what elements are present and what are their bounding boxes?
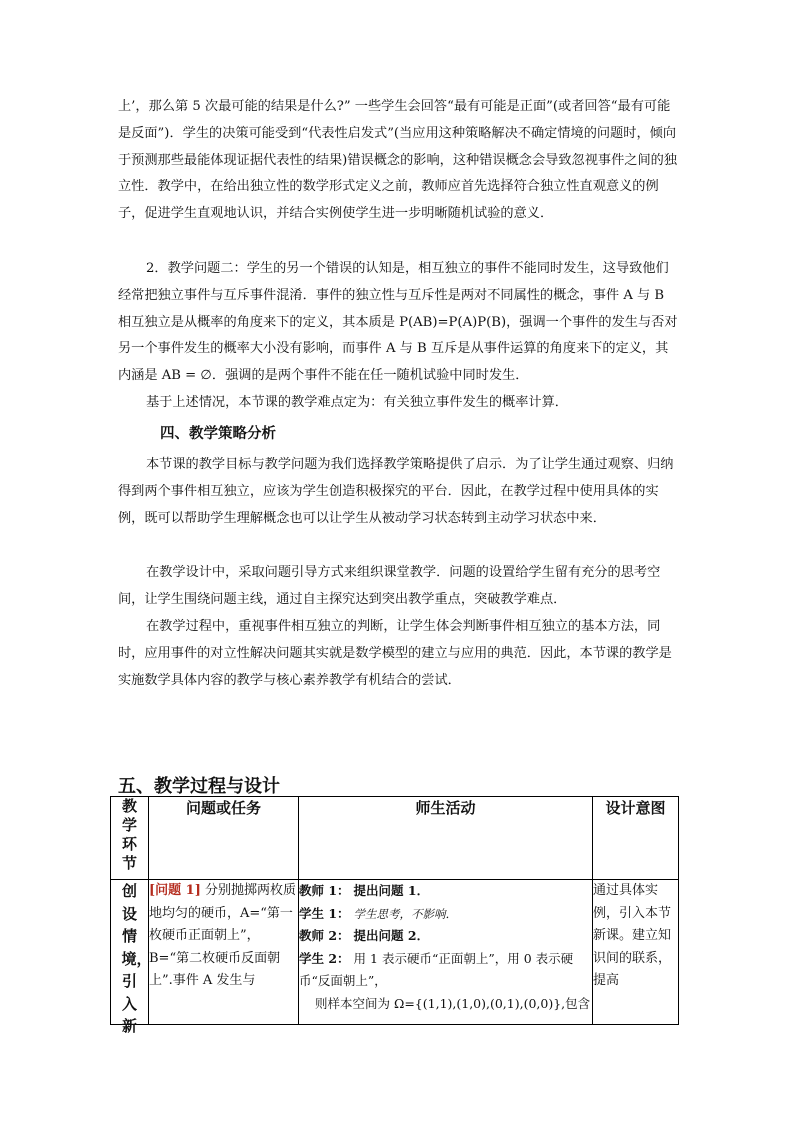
teacher-1-label: 教师 1： xyxy=(299,883,350,898)
teacher-1-text: 提出问题 1． xyxy=(353,883,430,898)
paragraph-difficulty xyxy=(118,390,678,417)
paragraph-text: 上’，那么第 5 次最可能的结果是什么?” 一些学生会回答“最有可能是正面”(或者回答“最有可能是反面”)．学生的决策可能受到“代表性启发式”(当应用这种策略解决不确定情境的问题时，倾向于预测那些最能体现证据代表性的结果)错误概念的影响，这种错误概念会导致忽视事件之间的独立性．教学中，在给出独立性的数学形式定义之前，教师应首先选择符合独立性直观意义的例子，促进学生直观地认识，并结合实例使学生进一步明晰随机试验的意义． xyxy=(118,99,678,222)
paragraph-strategy-3 xyxy=(118,614,678,694)
activity-cell xyxy=(299,880,593,1025)
teacher-2-label: 教师 2： xyxy=(299,928,350,943)
question-tag: [问题 1] xyxy=(149,883,201,898)
activity-line xyxy=(299,925,592,948)
paragraph-text: 在教学设计中，采取问题引导方式来组织课堂教学．问题的设置给学生留有充分的思考空间，让学生围绕问题主线，通过自主探究达到突出教学重点，突破教学难点． xyxy=(118,565,661,607)
table-row xyxy=(111,880,679,1025)
task-cell xyxy=(149,880,299,1025)
paragraph-teaching-problem-2 xyxy=(118,256,678,390)
header-teacher-student-activity: 师生活动 xyxy=(299,797,593,880)
sample-space-text: 则样本空间为 Ω={(1,1),(1,0),(0,1),(0,0)},包含 xyxy=(315,995,591,1011)
activity-clip xyxy=(299,880,592,1024)
section-heading-process: 五、教学过程与设计 xyxy=(118,776,280,797)
student-1-text: 学生思考，不影响． xyxy=(353,906,458,921)
intent-cell xyxy=(593,880,679,1025)
teaching-process-table xyxy=(110,796,679,1035)
paragraph-text: 基于上述情况，本节课的教学难点定为：有关独立事件发生的概率计算． xyxy=(146,395,568,410)
paragraph-text: 在教学过程中，重视事件相互独立的判断，让学生体会判断事件相互独立的基本方法，同时，应用事件的对立性解决问题其实就是数学模型的建立与应用的典范．因此，本节课的教学是实施数学具体内容的教学与核心素养教学有机结合的尝试． xyxy=(118,619,672,688)
header-teaching-stage xyxy=(111,797,149,880)
stage-cell xyxy=(111,880,152,1035)
activity-line xyxy=(299,948,592,993)
task-clip xyxy=(149,880,298,1024)
activity-line xyxy=(299,880,592,903)
student-2-text: 用 1 表示硬币“正面朝上”，用 0 表示硬币“反面朝上”， xyxy=(299,950,574,988)
paragraph-text: 2．教学问题二：学生的另一个错误的认知是，相互独立的事件不能同时发生，这导致他们经常把独立事件与互斥事件混淆．事件的独立性与互斥性是两对不同属性的概念，事件 A 与 B 相互独立是从概率的角度来下的定义，其本质是 P(AB)=P(A)P(B)，强调一个事件的发生与否对另一个事件发生的概率大小没有影响，而事件 A 与 B 互斥是从事件运算的角度来下的定义，其内涵是 AB = ∅．强调的是两个事件不能在任一随机试验中同时发生． xyxy=(118,261,678,384)
activity-line xyxy=(299,903,592,926)
paragraph-text: 本节课的教学目标与教学问题为我们选择教学策略提供了启示．为了让学生通过观察、归纳得到两个事件相互独立，应该为学生创造积极探究的平台．因此，在教学过程中使用具体的实例，既可以帮助学生理解概念也可以让学生从被动学习状态转到主动学习状态中来． xyxy=(118,457,674,526)
student-1-label: 学生 1： xyxy=(299,905,350,921)
header-design-intent: 设计意图 xyxy=(593,797,679,880)
table-header-row xyxy=(111,797,679,880)
stage-text: 创设情境，引入新 xyxy=(121,882,152,1035)
task-text: 分别抛掷两枚质地均匀的硬币，A=“第一枚硬币正面朝上”，B=“第二枚硬币反面朝上”.事件 A 发生与 xyxy=(149,883,297,988)
intent-text: 通过具体实例，引入本节新课。建立知识间的联系，提高 xyxy=(593,883,672,988)
activity-line xyxy=(299,993,592,1016)
paragraph-strategy-1 xyxy=(118,452,678,532)
student-2-label: 学生 2： xyxy=(299,950,350,966)
paragraph-strategy-2 xyxy=(118,560,678,614)
paragraph-representativeness xyxy=(118,94,678,228)
intent-clip xyxy=(593,880,678,1024)
header-text: 教学环节 xyxy=(121,797,137,872)
header-question-task: 问题或任务 xyxy=(149,797,299,880)
section-heading-strategy: 四、教学策略分析 xyxy=(160,426,276,442)
teacher-2-text: 提出问题 2． xyxy=(353,928,430,943)
stage-clip xyxy=(111,880,152,1035)
